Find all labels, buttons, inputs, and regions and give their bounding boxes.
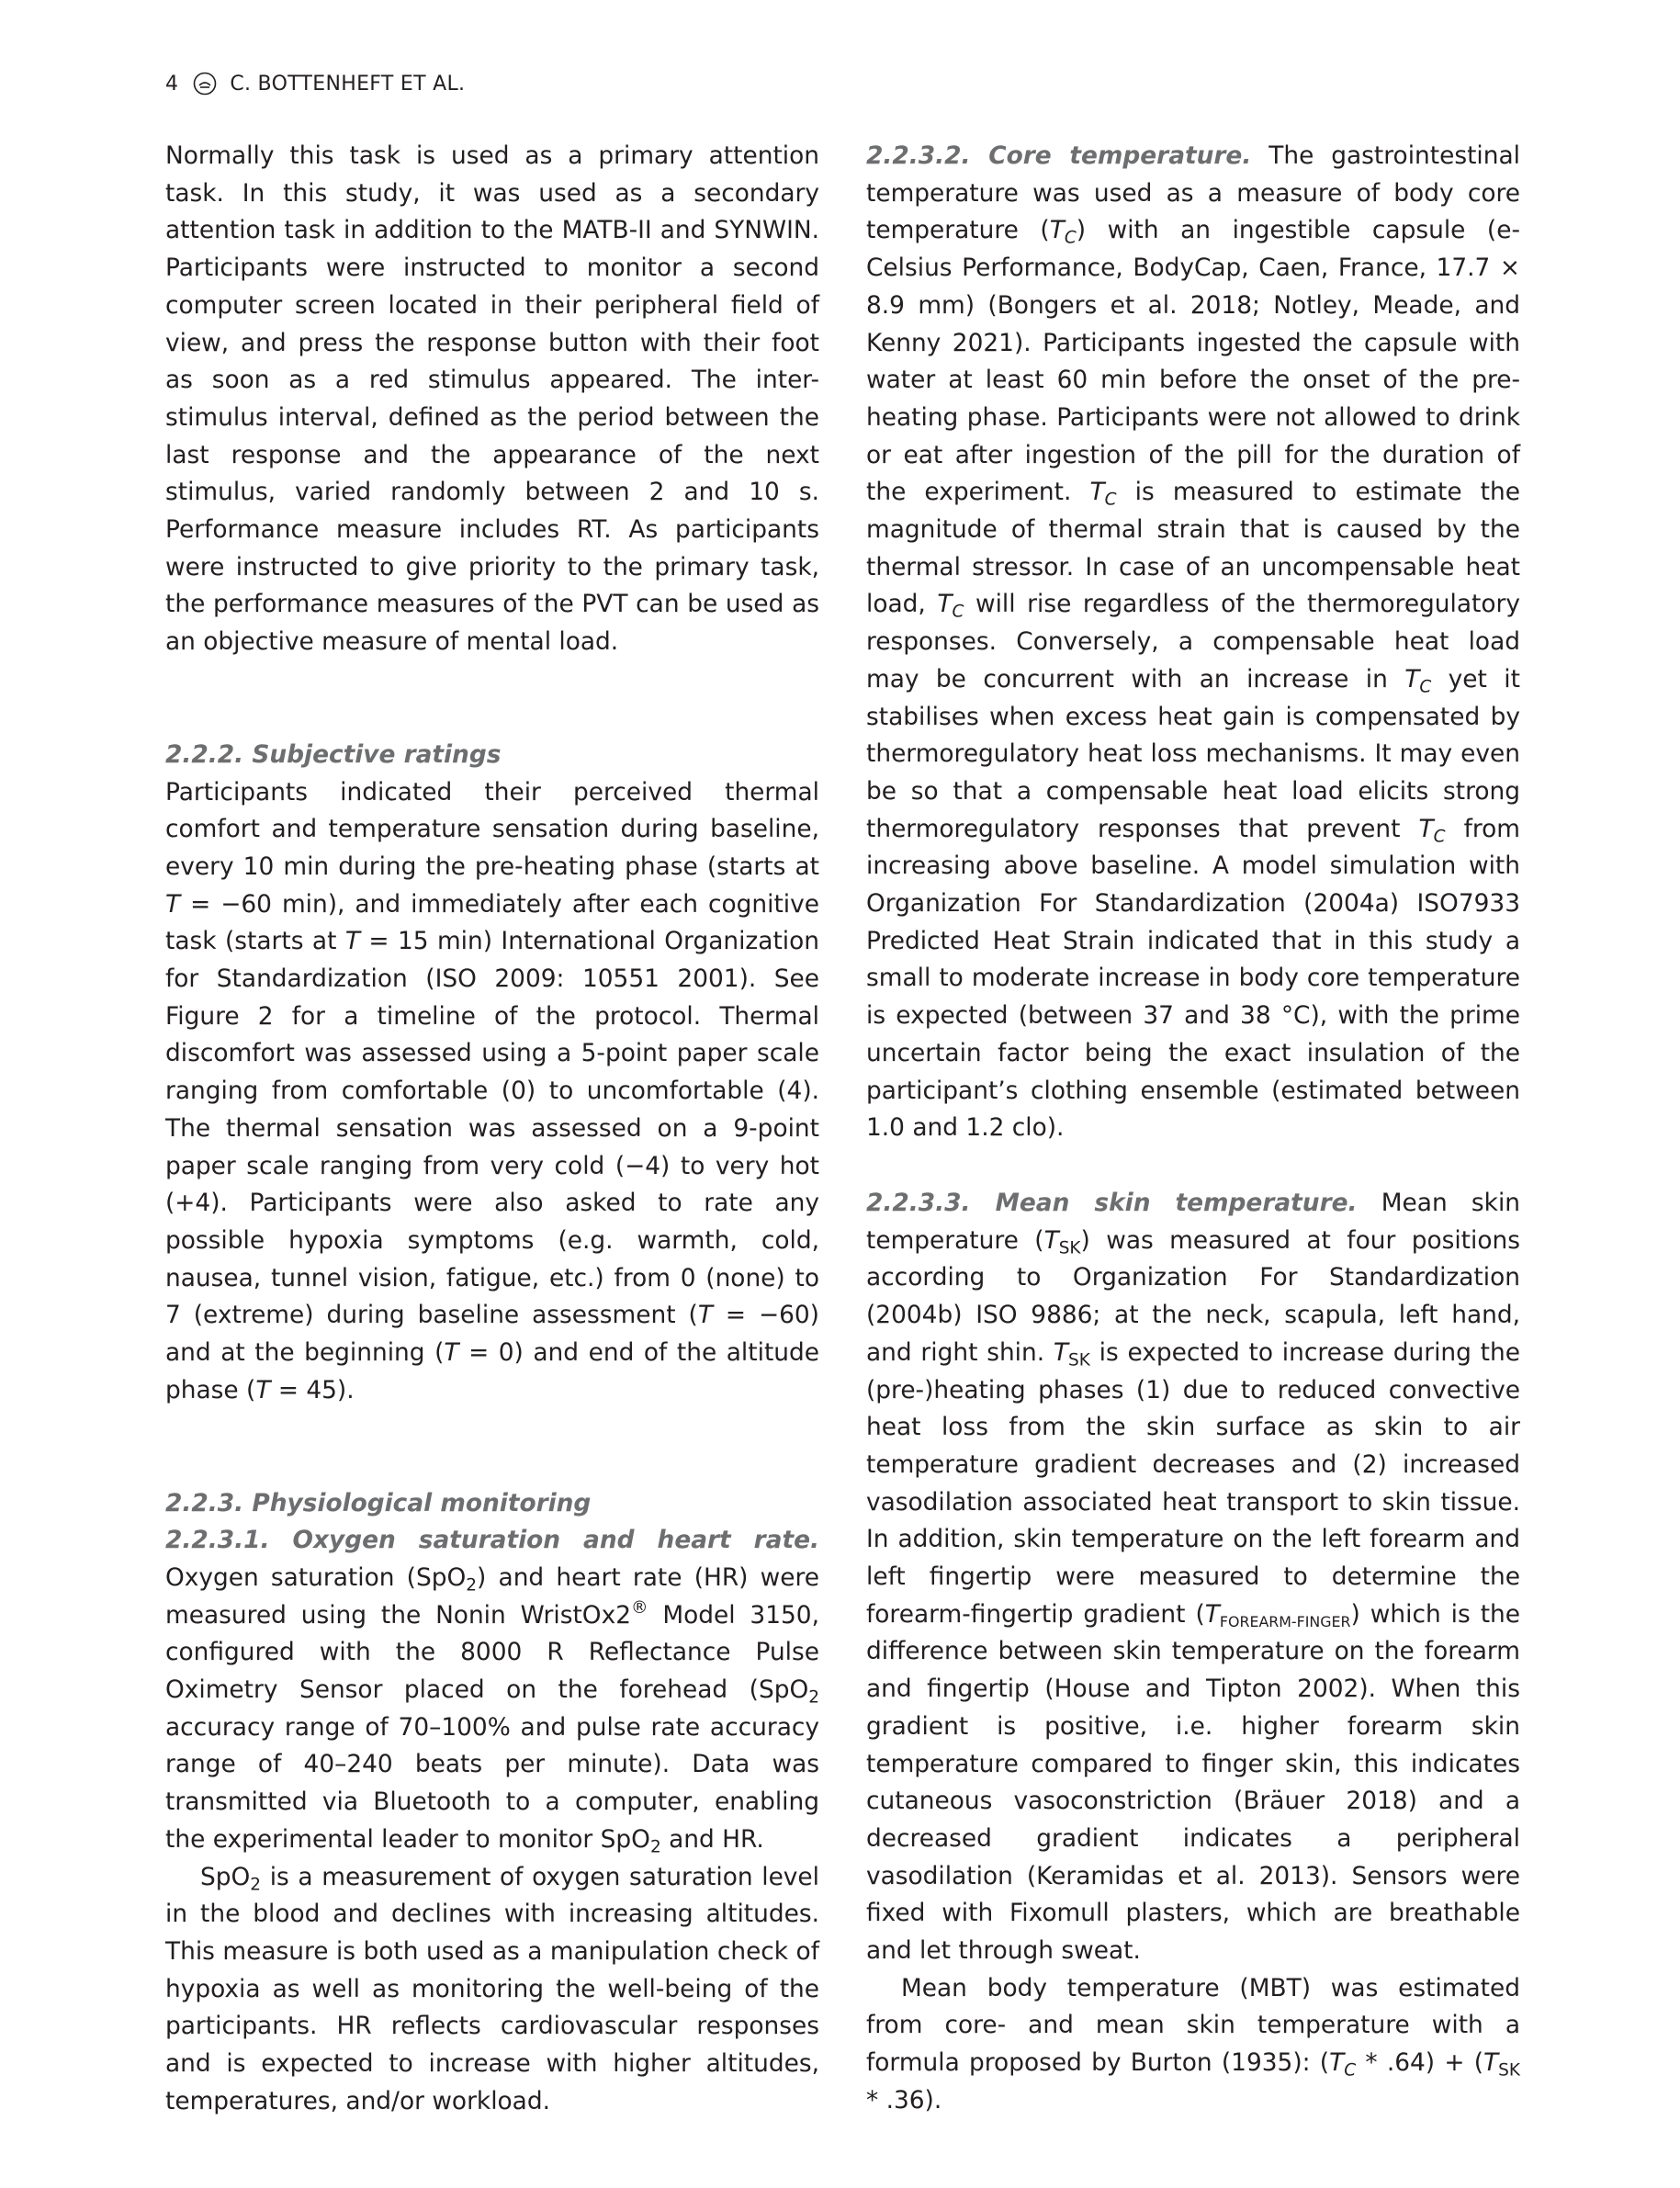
paragraph-mean-body-temperature: Mean body temperature (MBT) was estimated from core- and mean skin temperature with a formula proposed by Burton (1935): $(T_C * .64) + (T_{SK} * .36)$. [866,1973,1520,2115]
page-number: 4 [165,72,179,96]
running-header [165,72,465,96]
paragraph-oxygen-heart-rate: 2.2.3.1. Oxygen saturation and heart rate. Oxygen saturation (SpO$_2$) and heart rate (HR) were measured using the Nonin WristOx2® Model 3150, configured with the 8000 R Reflectance Pulse Oximetry Sensor placed on the forehead (SpO$_2$ accuracy range of 70–100% and pulse rate accuracy range of 40–240 beats per minute). Data was transmitted via Bluetooth to a computer, enabling the experimental leader to monitor SpO$_2$ and HR. [165,1526,819,1857]
right-column [866,138,1520,2120]
section-heading-physiological-monitoring: 2.2.3. Physiological monitoring [165,1488,592,1517]
paragraph-mean-skin-temperature: 2.2.3.3. Mean skin temperature. Mean skin temperature $(T_{SK})$ was measured at four positions according to Organization For Standardization (2004b) ISO 9886; at the neck, scapula, left hand, and right shin. $T_{SK}$ is expected to increase during the (pre-)heating phases (1) due to reduced convective heat loss from the skin surface as skin to air temperature gradient decreases and (2) increased vasodilation associated heat transport to skin tissue. In addition, skin temperature on the left forearm and left fingertip were measured to determine the forearm-fingertip gradient $(T_{FOREARM-FINGER})$ which is the difference between skin temperature on the forearm and fingertip (House and Tipton 2002). When this gradient is positive, i.e. higher forearm skin temperature compared to finger skin, this indicates cutaneous vasoconstriction (Bräuer 2018) and a decreased gradient indicates a peripheral vasodilation (Keramidas et al. 2013). Sensors were fixed with Fixomull plasters, which are breathable and let through sweat. [866,1188,1521,1966]
running-head-authors: C. BOTTENHEFT ET AL. [230,72,466,96]
subsection-heading-oxygen-saturation: 2.2.3.1. Oxygen saturation and heart rate. [165,1526,819,1555]
paragraph-pvt-task: Normally this task is used as a primary attention task. In this study, it was used as a secondary attention task in addition to the MATB-II and SYNWIN. Participants were instructed to monitor a second computer screen located in their peripheral field of view, and press the response button with their foot as soon as a red stimulus appeared. The inter-stimulus interval, defined as the period between the last response and the appearance of the next stimulus, varied randomly between 2 and 10 s. Performance measure includes RT. As participants were instructed to give priority to the primary task, the performance measures of the PVT can be used as an objective measure of mental load. [165,141,819,657]
paragraph-spo2-measurement: SpO$_2$ is a measurement of oxygen saturation level in the blood and declines with increasing altitudes. This measure is both used as a manipulation check of hypoxia as well as monitoring the well-being of the participants. HR reflects cardiovascular responses and is expected to increase with higher altitudes, temperatures, and/or workload. [165,1862,819,2115]
left-column [165,138,819,2120]
subsection-heading-core-temperature: 2.2.3.2. Core temperature. [866,141,1252,170]
subsection-heading-mean-skin-temperature: 2.2.3.3. Mean skin temperature. [866,1188,1358,1217]
section-heading-subjective-ratings: 2.2.2. Subjective ratings [165,739,502,769]
paragraph-core-temperature: 2.2.3.2. Core temperature. The gastrointestinal temperature was used as a measure of body core temperature $(T_C)$ with an ingestible capsule (e-Celsius Performance, BodyCap, Caen, France, 17.7 × 8.9 mm) (Bongers et al. 2018; Notley, Meade, and Kenny 2021). Participants ingested the capsule with water at least 60 min before the onset of the pre-heating phase. Participants were not allowed to drink or eat after ingestion of the pill for the duration of the experiment. $T_C$ is measured to estimate the magnitude of thermal strain that is caused by the thermal stressor. In case of an uncompensable heat load, $T_C$ will rise regardless of the thermoregulatory responses. Conversely, a compensable heat load may be concurrent with an increase in $T_C$ yet it stabilises when excess heat gain is compensated by thermoregulatory heat loss mechanisms. It may even be so that a compensable heat load elicits strong thermoregulatory responses that prevent $T_C$ from increasing above baseline. A model simulation with Organization For Standardization (2004a) ISO7933 Predicted Heat Strain indicated that in this study a small to moderate increase in body core temperature is expected (between 37 and 38 °C), with the prime uncertain factor being the exact insulation of the participant’s clothing ensemble (estimated between 1.0 and 1.2 clo). [866,141,1520,1143]
paragraph-subjective-ratings: Participants indicated their perceived thermal comfort and temperature sensation during baseline, every 10 min during the pre-heating phase (starts at T = −60 min), and immediately after each cognitive task (starts at T = 15 min) International Organization for Standardization (ISO 2009: 10551 2001). See Figure 2 for a timeline of the protocol. Thermal discomfort was assessed using a 5-point paper scale ranging from comfortable (0) to uncomfortable (4). The thermal sensation was assessed on a 9-point paper scale ranging from very cold (−4) to very hot (+4). Participants were also asked to rate any possible hypoxia symptoms (e.g. warmth, cold, nausea, tunnel vision, fatigue, etc.) from 0 (none) to 7 (extreme) during baseline assessment (T = −60) and at the beginning (T = 0) and end of the altitude phase (T = 45). [165,777,820,1404]
journal-logo-icon [193,72,217,96]
